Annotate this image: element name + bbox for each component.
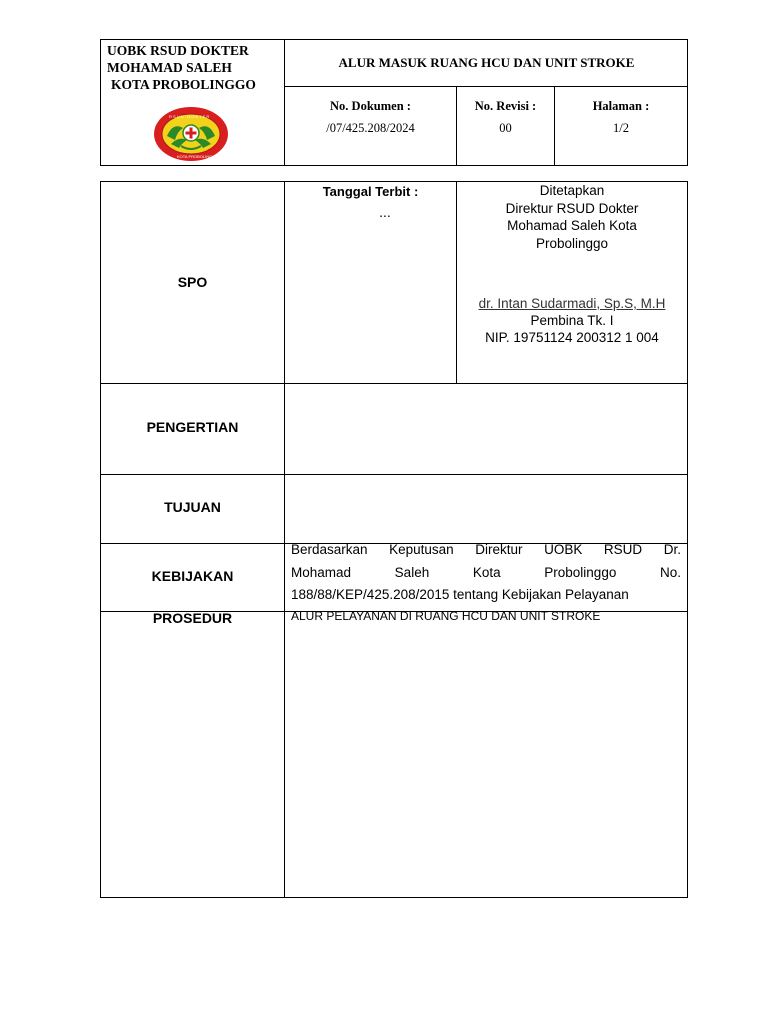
header-divider (284, 86, 687, 87)
kebijakan-line: Berdasarkan Keputusan Direktur UOBK RSUD Dr. (291, 542, 681, 557)
ditetapkan-line: Probolinggo (535, 235, 609, 251)
organization-name (107, 42, 283, 93)
table-divider (284, 182, 285, 897)
hospital-seal-icon (153, 106, 229, 162)
tujuan-label: TUJUAN (164, 499, 221, 515)
org-line: KOTA PROBOLINGGO (111, 77, 256, 92)
ditetapkan-line: Direktur RSUD Dokter (505, 200, 639, 216)
ditetapkan-block (457, 182, 687, 252)
spo-table (100, 181, 688, 898)
signer-nip: NIP. 19751124 200312 1 004 (485, 330, 659, 345)
prosedur-text: ALUR PELAYANAN DI RUANG HCU DAN UNIT STROKE (291, 609, 601, 623)
signature-block (457, 295, 687, 346)
spo-label: SPO (177, 274, 208, 290)
ditetapkan-line: Mohamad Saleh Kota (507, 218, 637, 233)
prosedur-label: PROSEDUR (152, 610, 233, 626)
no-revisi-label: No. Revisi : (474, 99, 537, 113)
org-line: UOBK RSUD DOKTER (107, 43, 249, 58)
document-header (100, 39, 688, 166)
halaman-value: 1/2 (613, 121, 629, 135)
pengertian-label: PENGERTIAN (146, 419, 239, 435)
kebijakan-line: 188/88/KEP/425.208/2015 tentang Kebijakan Pelayanan (291, 587, 629, 602)
halaman-label: Halaman : (592, 99, 650, 113)
table-divider (101, 383, 687, 384)
kebijakan-text (291, 539, 681, 607)
kebijakan-line: Mohamad Saleh Kota Probolinggo No. (291, 564, 681, 580)
kebijakan-label: KEBIJAKAN (151, 568, 234, 584)
table-divider (101, 474, 687, 475)
signer-name: dr. Intan Sudarmadi, Sp.S, M.H (478, 296, 666, 311)
tanggal-terbit-value: ... (379, 204, 391, 220)
signer-rank: Pembina Tk. I (530, 313, 614, 328)
no-revisi-value: 00 (499, 121, 512, 135)
svg-text:KOTA PROBOLINGGO: KOTA PROBOLINGGO (177, 154, 219, 159)
no-dokumen-label: No. Dokumen : (330, 99, 411, 113)
tanggal-terbit-label: Tanggal Terbit : (322, 184, 419, 199)
svg-text:R S U D · D O K T E R: R S U D · D O K T E R (169, 114, 210, 119)
no-dokumen-value: /07/425.208/2024 (326, 121, 415, 135)
document-title: ALUR MASUK RUANG HCU DAN UNIT STROKE (338, 55, 635, 70)
org-line: MOHAMAD SALEH (107, 60, 232, 75)
ditetapkan-line: Ditetapkan (539, 183, 605, 198)
